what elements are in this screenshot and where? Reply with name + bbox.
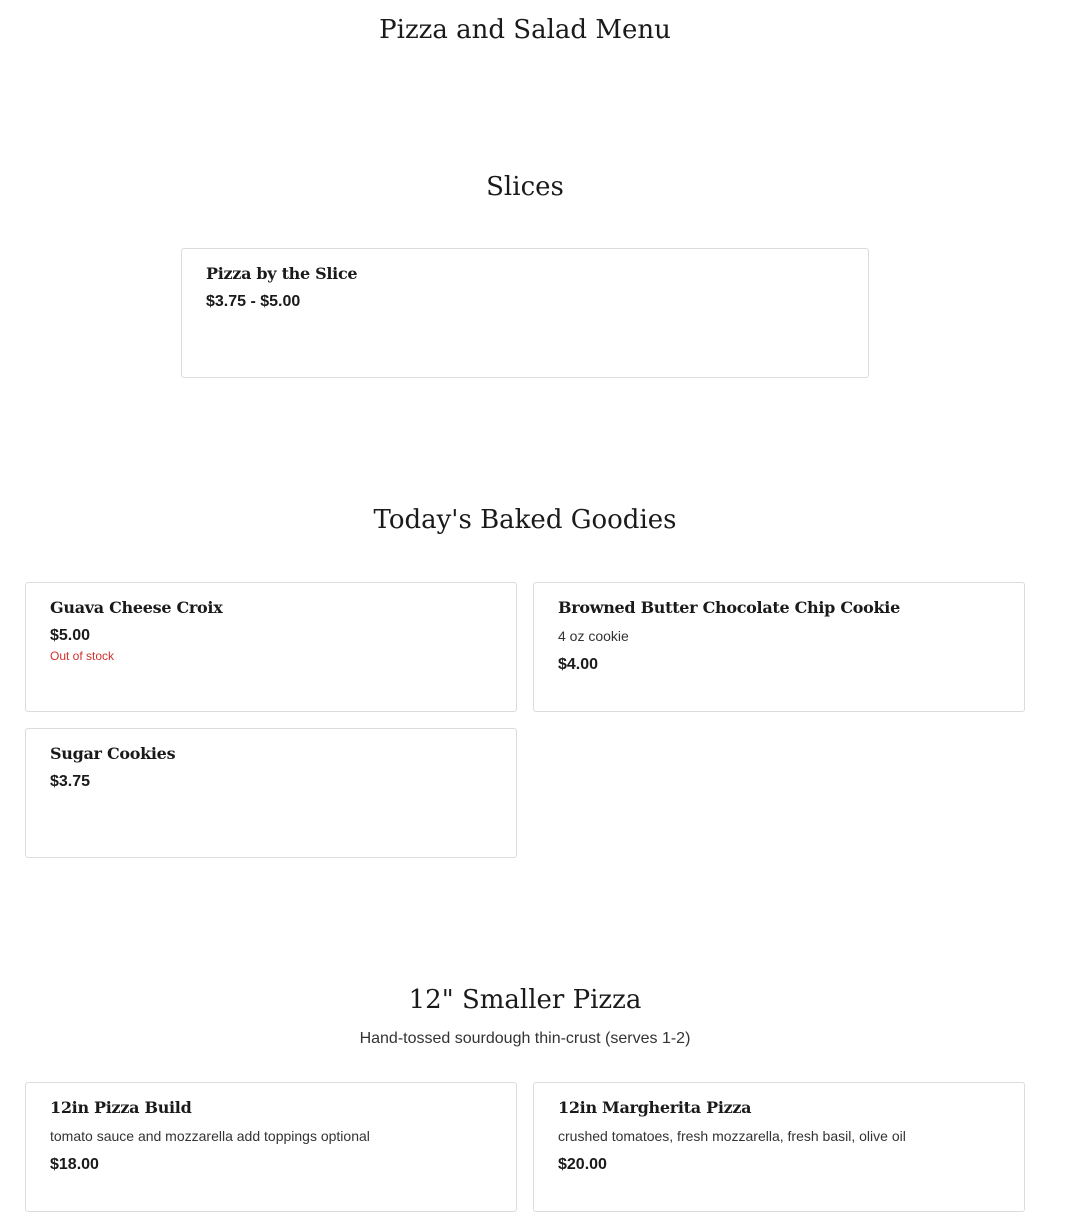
menu-item-price: $3.75 [50,773,91,790]
menu-item-description: tomato sauce and mozzarella add toppings optional [50,1128,370,1144]
menu-item-price: $20.00 [558,1156,607,1173]
menu-item-name: 12in Margherita Pizza [558,1098,752,1117]
page-title: Pizza and Salad Menu [379,15,671,45]
menu-item-price: $3.75 - $5.00 [206,293,301,310]
menu-item-price: $5.00 [50,627,91,644]
out-of-stock-label: Out of stock [50,649,115,663]
section-title-baked-goodies: Today's Baked Goodies [373,505,677,535]
menu-item-name: Browned Butter Chocolate Chip Cookie [558,598,900,617]
section-subtitle-smaller-pizza: Hand-tossed sourdough thin-crust (serves 1-2) [359,1030,691,1047]
section-title-smaller-pizza: 12" Smaller Pizza [408,985,642,1015]
menu-item-12in-margherita-pizza[interactable] [533,1082,1025,1212]
menu-item-name: Pizza by the Slice [206,264,358,283]
menu-item-pizza-by-the-slice[interactable] [181,248,869,378]
menu-item-price: $4.00 [558,656,599,673]
menu-item-sugar-cookies[interactable] [25,728,517,858]
menu-item-name: 12in Pizza Build [50,1098,192,1117]
menu-item-description: 4 oz cookie [558,628,629,644]
menu-item-name: Sugar Cookies [50,744,176,763]
menu-item-12in-pizza-build[interactable] [25,1082,517,1212]
menu-item-guava-cheese-croix[interactable] [25,582,517,712]
section-title-slices: Slices [486,172,564,202]
menu-item-description: crushed tomatoes, fresh mozzarella, fresh basil, olive oil [558,1128,906,1144]
menu-item-browned-butter-cookie[interactable] [533,582,1025,712]
menu-item-name: Guava Cheese Croix [50,598,223,617]
menu-item-price: $18.00 [50,1156,99,1173]
